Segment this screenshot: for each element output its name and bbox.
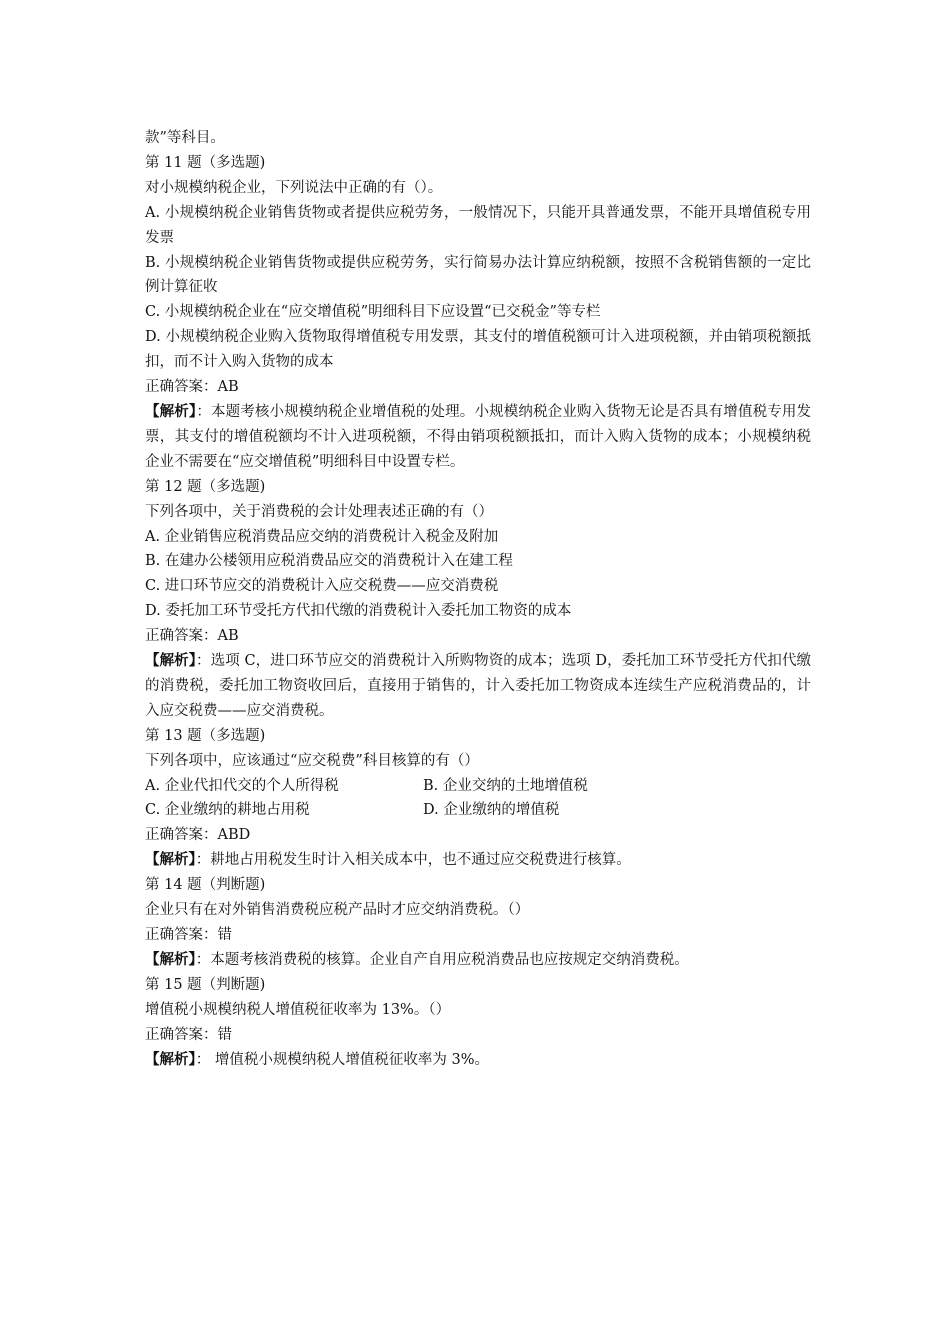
question-header: 第 15 题（判断题) (145, 976, 266, 993)
question-stem: 下列各项中，关于消费税的会计处理表述正确的有（） (145, 503, 493, 520)
options-row-ab (145, 774, 811, 799)
question-stem: 下列各项中，应该通过“应交税费”科目核算的有（） (145, 752, 479, 769)
document-body (145, 126, 811, 1072)
correct-answer: 正确答案：ABD (145, 827, 251, 844)
analysis (145, 1048, 811, 1073)
question-12 (145, 475, 811, 724)
analysis-label: 【解析】 (145, 851, 196, 869)
option-d: D. 企业缴纳的增值税 (423, 802, 560, 819)
question-14 (145, 873, 811, 973)
analysis-text: ：本题考核消费税的核算。企业自产自用应税消费品也应按规定交纳消费税。 (195, 951, 689, 968)
option-a: A. 企业销售应税消费品应交纳的消费税计入税金及附加 (145, 528, 499, 545)
analysis-text: ：本题考核小规模纳税企业增值税的处理。小规模纳税企业购入货物无论是否具有增值税专用发票，其支付的增值税额均不计入进项税额，不得由销项税额抵扣，而计入购入货物的成本；小规模纳税企业不需要在“应交增值税”明细科目中设置专栏。 (145, 403, 812, 470)
option-c: C. 进口环节应交的消费税计入应交税费——应交消费税 (145, 578, 499, 595)
question-13 (145, 724, 811, 873)
correct-answer: 正确答案：错 (145, 1026, 232, 1043)
option-d: D. 小规模纳税企业购入货物取得增值税专用发票，其支付的增值税额可计入进项税额，并由销项税额抵扣，而不计入购入货物的成本 (145, 329, 811, 371)
analysis (145, 848, 811, 873)
analysis (145, 400, 811, 475)
analysis-label: 【解析】 (145, 950, 196, 968)
intro-tail-text: 款”等科目。 (145, 130, 225, 146)
question-header: 第 12 题（多选题) (145, 478, 266, 495)
question-header: 第 14 题（判断题) (145, 877, 266, 894)
analysis-text: ： 增值税小规模纳税人增值税征收率为 3%。 (195, 1051, 489, 1068)
option-b: B. 小规模纳税企业销售货物或提供应税劳务，实行简易办法计算应纳税额，按照不含税销售额的一定比例计算征收 (145, 254, 811, 296)
question-15 (145, 973, 811, 1073)
option-a: A. 企业代扣代交的个人所得税 (145, 777, 339, 794)
option-c: C. 小规模纳税企业在“应交增值税”明细科目下应设置“已交税金”等专栏 (145, 304, 601, 321)
question-stem: 增值税小规模纳税人增值税征收率为 13%。（） (145, 1001, 451, 1018)
options-row-cd (145, 798, 811, 823)
analysis-label: 【解析】 (145, 1050, 196, 1068)
correct-answer: 正确答案：错 (145, 927, 232, 943)
correct-answer: 正确答案：AB (145, 628, 239, 645)
question-stem: 对小规模纳税企业，下列说法中正确的有（）。 (145, 179, 443, 196)
analysis-text: ：选项 C，进口环节应交的消费税计入所购物资的成本；选项 D，委托加工环节受托方代扣代缴的消费税，委托加工物资收回后，直接用于销售的，计入委托加工物资成本连续生产应税消费品的，计入应交税费——应交消费税。 (145, 653, 812, 719)
question-header: 第 13 题（多选题) (145, 727, 266, 744)
option-c: C. 企业缴纳的耕地占用税 (145, 802, 310, 819)
option-a: A. 小规模纳税企业销售货物或者提供应税劳务，一般情况下，只能开具普通发票，不能开具增值税专用发票 (145, 204, 811, 246)
option-d: D. 委托加工环节受托方代扣代缴的消费税计入委托加工物资的成本 (145, 603, 572, 620)
option-b: B. 在建办公楼领用应税消费品应交的消费税计入在建工程 (145, 553, 513, 570)
analysis-label: 【解析】 (145, 652, 197, 670)
analysis-label: 【解析】 (145, 402, 197, 420)
question-11 (145, 151, 811, 475)
analysis (145, 649, 811, 724)
option-b: B. 企业交纳的土地增值税 (423, 777, 588, 794)
analysis (145, 948, 811, 973)
correct-answer: 正确答案：AB (145, 379, 239, 396)
analysis-text: ：耕地占用税发生时计入相关成本中，也不通过应交税费进行核算。 (195, 852, 631, 869)
question-stem: 企业只有在对外销售消费税应税产品时才应交纳消费税。（） (145, 902, 530, 919)
question-header: 第 11 题（多选题) (145, 154, 266, 171)
